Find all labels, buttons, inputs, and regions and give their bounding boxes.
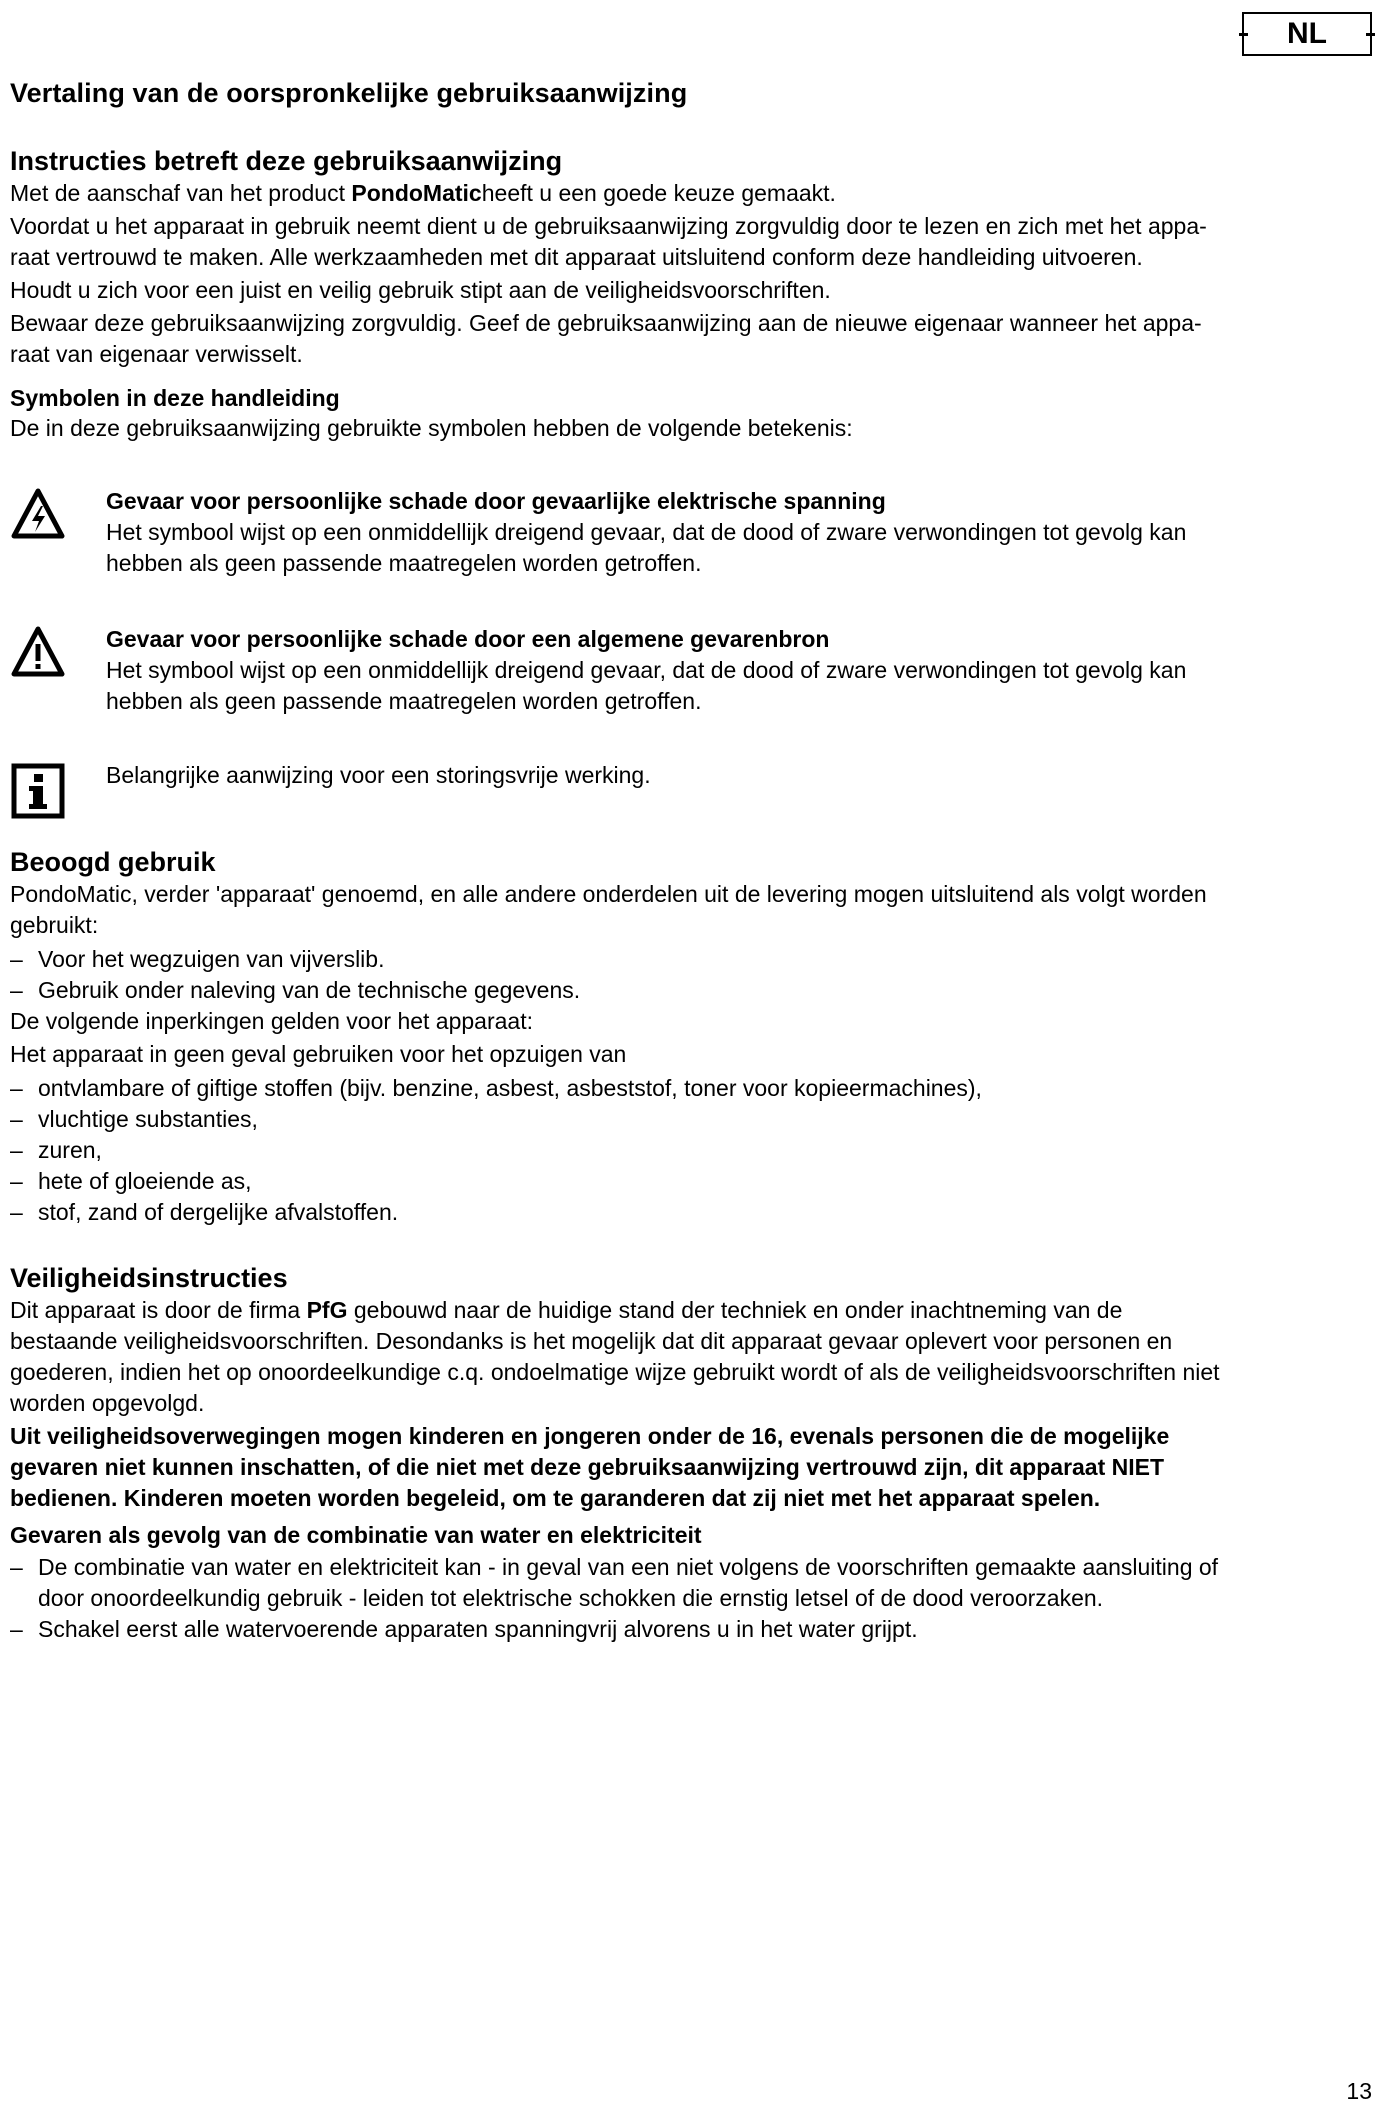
list-item: – Gebruik onder naleving van de technische gegevens. xyxy=(10,975,1372,1006)
symbol-warning-line1: Het symbool wijst op een onmiddellijk dreigend gevaar, dat de dood of zware verwondingen tot gevolg kan xyxy=(106,657,1187,683)
safety-p1-line1: Dit apparaat is door de firma PfG gebouwd naar de huidige stand der techniek en onder inachtneming van de xyxy=(10,1297,1123,1323)
safety-section xyxy=(10,1261,1372,1645)
list-item: – De combinatie van water en elektriciteit kan - in geval van een niet volgens de voorschriften gemaakte aansluiting of door onoordeelkundig gebruik - leiden tot elektrische schokken die ernstig letsel of de dood veroorzaken. xyxy=(10,1552,1372,1614)
not-for-intro: Het apparaat in geen geval gebruiken voor het opzuigen van xyxy=(10,1041,627,1067)
uses-list xyxy=(10,944,1372,1006)
symbol-warning-title: Gevaar voor persoonlijke schade door een algemene gevarenbron xyxy=(106,626,830,652)
list-item: – stof, zand of dergelijke afvalstoffen. xyxy=(10,1197,1372,1228)
list-item: – Schakel eerst alle watervoerende apparaten spanningvrij alvorens u in het water grijpt. xyxy=(10,1614,1372,1645)
safety-bold-line2: gevaren niet kunnen inschatten, of die niet met deze gebruiksaanwijzing vertrouwd zijn, dit apparaat NIET xyxy=(10,1454,1165,1480)
electric-hazard-icon xyxy=(10,486,66,546)
company-name: PfG xyxy=(306,1297,348,1323)
symbol-electric-line1: Het symbool wijst op een onmiddellijk dreigend gevaar, dat de dood of zware verwondingen tot gevolg kan xyxy=(106,519,1187,545)
intended-use-heading: Beoogd gebruik xyxy=(10,847,216,877)
symbol-warning-line2: hebben als geen passende maatregelen worden getroffen. xyxy=(106,688,702,714)
list-item: – hete of gloeiende as, xyxy=(10,1166,1372,1197)
symbol-electric-title: Gevaar voor persoonlijke schade door gevaarlijke elektrische spanning xyxy=(106,488,886,514)
hazards-list xyxy=(10,1552,1372,1645)
intended-use-p1-line1: PondoMatic, verder 'apparaat' genoemd, en alle andere onderdelen uit de levering mogen uitsluitend als volgt worden xyxy=(10,881,1207,907)
safety-p1-line4: worden opgevolgd. xyxy=(10,1390,205,1416)
instructions-p4-line1: Bewaar deze gebruiksaanwijzing zorgvuldig. Geef de gebruiksaanwijzing aan de nieuwe eigenaar wanneer het appa- xyxy=(10,310,1202,336)
safety-p1-line2: bestaande veiligheidsvoorschriften. Desondanks is het mogelijk dat dit apparaat gevaar oplevert voor personen en xyxy=(10,1328,1173,1354)
safety-heading: Veiligheidsinstructies xyxy=(10,1263,288,1293)
instructions-p2-line1: Voordat u het apparaat in gebruik neemt dient u de gebruiksaanwijzing zorgvuldig door te lezen en zich met het appa- xyxy=(10,213,1207,239)
water-electricity-heading: Gevaren als gevolg van de combinatie van water en elektriciteit xyxy=(10,1522,702,1548)
list-item: – zuren, xyxy=(10,1135,1372,1166)
symbols-intro: De in deze gebruiksaanwijzing gebruikte symbolen hebben de volgende betekenis: xyxy=(10,415,853,441)
restrictions-list xyxy=(10,1073,1372,1228)
list-item: – Voor het wegzuigen van vijverslib. xyxy=(10,944,1372,975)
list-item: – ontvlambare of giftige stoffen (bijv. benzine, asbest, asbeststof, toner voor kopieermachines), xyxy=(10,1073,1372,1104)
list-item: – vluchtige substanties, xyxy=(10,1104,1372,1135)
language-tag xyxy=(1242,12,1372,56)
symbols-section xyxy=(10,383,1372,444)
instructions-heading: Instructies betreft deze gebruiksaanwijzing xyxy=(10,146,563,176)
safety-bold-line3: bedienen. Kinderen moeten worden begeleid, om te garanderen dat zij niet met het apparaat spelen. xyxy=(10,1485,1101,1511)
symbols-heading: Symbolen in deze handleiding xyxy=(10,385,340,411)
restrictions-intro: De volgende inperkingen gelden voor het apparaat: xyxy=(10,1008,533,1034)
document-title: Vertaling van de oorspronkelijke gebruiksaanwijzing xyxy=(10,78,688,108)
language-code: NL xyxy=(1287,17,1327,50)
safety-p1-line3: goederen, indien het op onoordeelkundige c.q. ondoelmatige wijze gebruikt wordt of als de veiligheidsvoorschriften niet xyxy=(10,1359,1220,1385)
instructions-p4-line2: raat van eigenaar verwisselt. xyxy=(10,341,303,367)
intended-use-p1-line2: gebruikt: xyxy=(10,912,99,938)
safety-bold-line1: Uit veiligheidsoverwegingen mogen kinderen en jongeren onder de 16, evenals personen die de mogelijke xyxy=(10,1423,1170,1449)
instructions-p3: Houdt u zich voor een juist en veilig gebruik stipt aan de veiligheidsvoorschriften. xyxy=(10,277,831,303)
symbol-info-text: Belangrijke aanwijzing voor een storingsvrije werking. xyxy=(106,762,651,788)
intended-use-section xyxy=(10,845,1372,1228)
page-number: 13 xyxy=(1346,2078,1372,2104)
info-icon xyxy=(10,760,66,820)
symbol-electric-line2: hebben als geen passende maatregelen worden getroffen. xyxy=(106,550,702,576)
instructions-p1: Met de aanschaf van het product PondoMaticheeft u een goede keuze gemaakt. xyxy=(10,180,836,206)
instructions-p2-line2: raat vertrouwd te maken. Alle werkzaamheden met dit apparaat uitsluitend conform deze handleiding uitvoeren. xyxy=(10,244,1143,270)
instructions-section xyxy=(10,144,1372,370)
product-name: PondoMatic xyxy=(351,180,482,206)
general-warning-icon xyxy=(10,624,66,684)
